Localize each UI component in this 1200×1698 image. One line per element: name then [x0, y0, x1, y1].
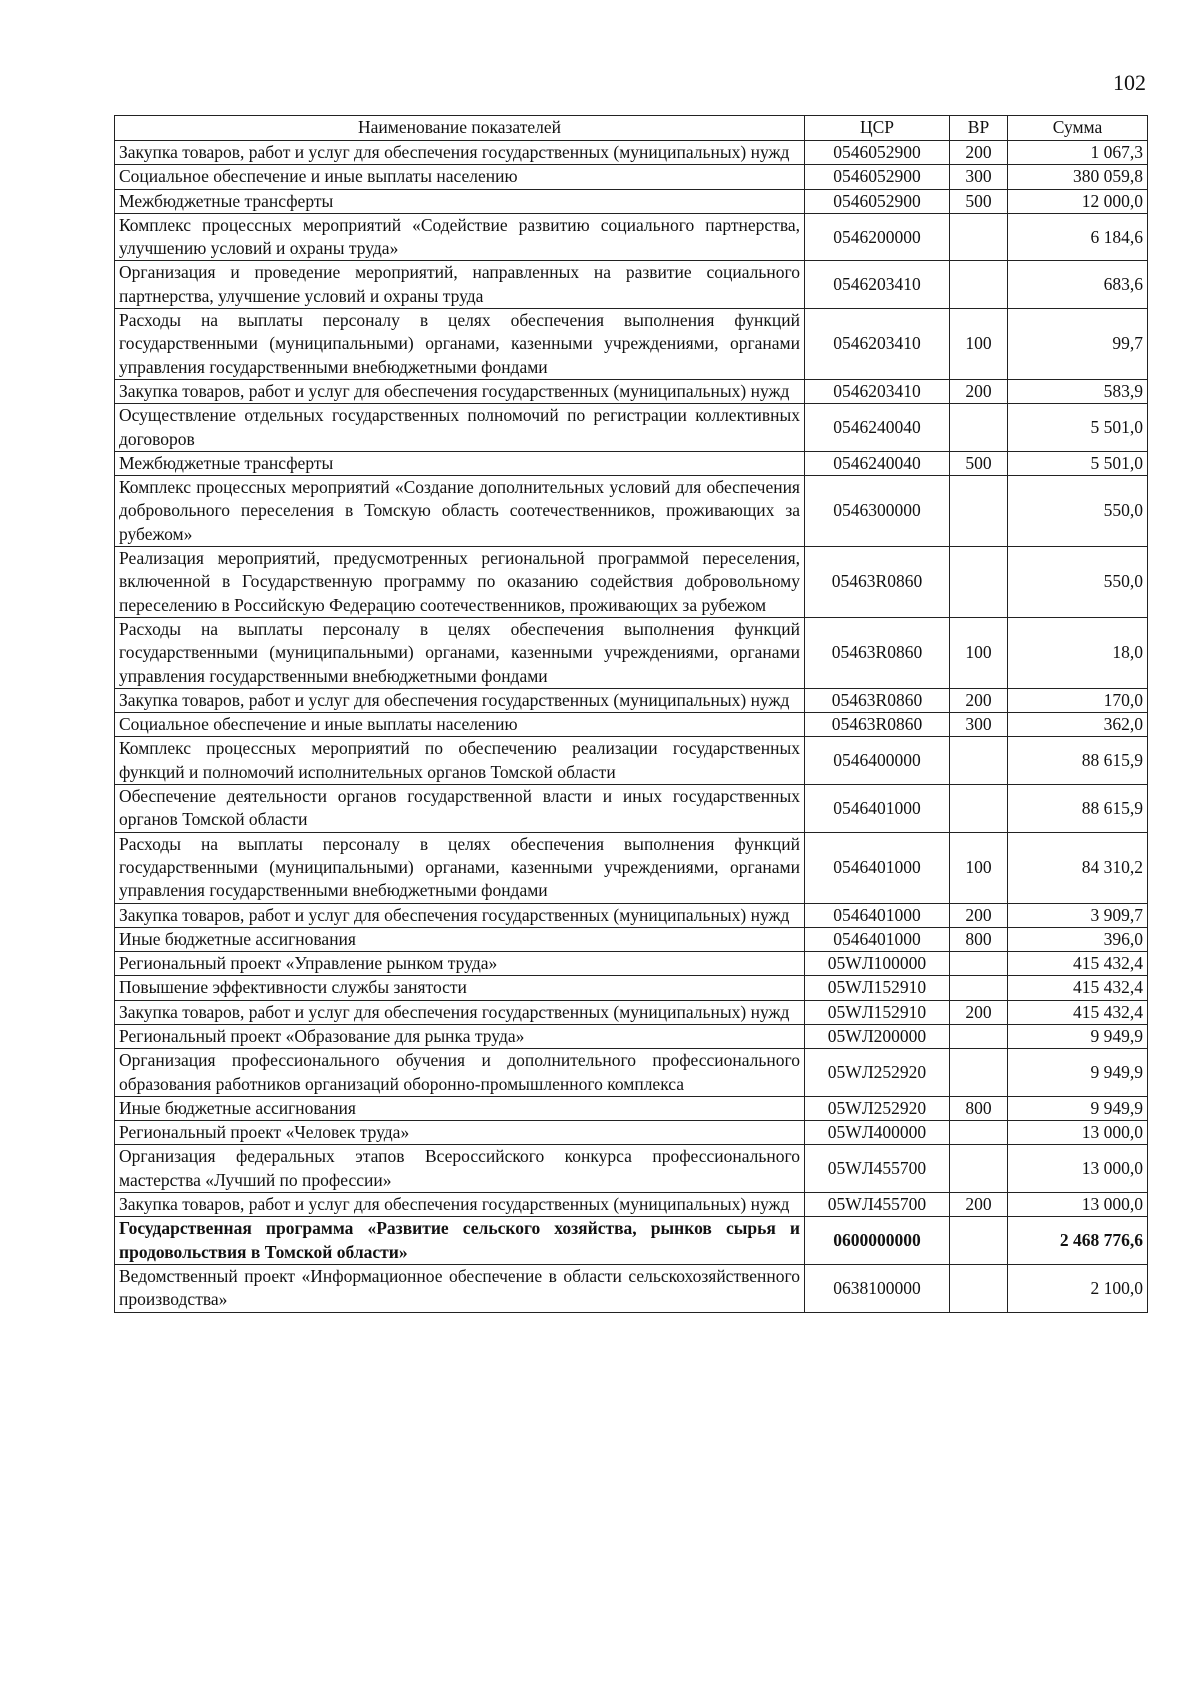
table-row — [115, 1145, 1148, 1193]
table-row — [115, 309, 1148, 380]
table-row — [115, 1264, 1148, 1312]
row-name-cell: Иные бюджетные ассигнования — [115, 1096, 805, 1120]
row-csr-cell: 0546401000 — [805, 927, 950, 951]
row-sum-cell: 88 615,9 — [1008, 737, 1148, 785]
row-vr-cell: 200 — [950, 379, 1008, 403]
row-sum-cell: 18,0 — [1008, 617, 1148, 688]
row-name-cell: Ведомственный проект «Информационное обеспечение в области сельскохозяйственного производства» — [115, 1264, 805, 1312]
table-row — [115, 547, 1148, 618]
row-vr-cell — [950, 952, 1008, 976]
row-csr-cell: 0546052900 — [805, 165, 950, 189]
row-vr-cell — [950, 1024, 1008, 1048]
table-row — [115, 617, 1148, 688]
row-name-cell: Региональный проект «Человек труда» — [115, 1121, 805, 1145]
row-sum-cell: 1 067,3 — [1008, 141, 1148, 165]
row-csr-cell: 0546203410 — [805, 309, 950, 380]
row-name-cell: Комплекс процессных мероприятий «Создание дополнительных условий для обеспечения добровольного переселения в Томскую область соотечественников, проживающих за рубежом» — [115, 476, 805, 547]
row-vr-cell: 800 — [950, 927, 1008, 951]
row-sum-cell: 2 100,0 — [1008, 1264, 1148, 1312]
row-csr-cell: 05WЛ152910 — [805, 1000, 950, 1024]
table-row — [115, 688, 1148, 712]
row-sum-cell: 415 432,4 — [1008, 1000, 1148, 1024]
row-sum-cell: 396,0 — [1008, 927, 1148, 951]
row-vr-cell — [950, 213, 1008, 261]
row-sum-cell: 9 949,9 — [1008, 1096, 1148, 1120]
row-sum-cell: 170,0 — [1008, 688, 1148, 712]
row-name-cell: Закупка товаров, работ и услуг для обеспечения государственных (муниципальных) нужд — [115, 688, 805, 712]
row-csr-cell: 0546300000 — [805, 476, 950, 547]
row-vr-cell — [950, 404, 1008, 452]
row-csr-cell: 0546240040 — [805, 404, 950, 452]
row-csr-cell: 05463R0860 — [805, 547, 950, 618]
table-row — [115, 213, 1148, 261]
row-vr-cell — [950, 1217, 1008, 1265]
row-vr-cell: 500 — [950, 451, 1008, 475]
row-name-cell: Иные бюджетные ассигнования — [115, 927, 805, 951]
row-csr-cell: 05WЛ455700 — [805, 1193, 950, 1217]
row-sum-cell: 13 000,0 — [1008, 1121, 1148, 1145]
row-name-cell: Государственная программа «Развитие сельского хозяйства, рынков сырья и продовольствия в Томской области» — [115, 1217, 805, 1265]
row-vr-cell — [950, 547, 1008, 618]
table-row — [115, 713, 1148, 737]
table-row — [115, 1217, 1148, 1265]
row-name-cell: Организация и проведение мероприятий, направленных на развитие социального партнерства, улучшение условий и охраны труда — [115, 261, 805, 309]
table-row — [115, 379, 1148, 403]
row-vr-cell: 200 — [950, 688, 1008, 712]
row-vr-cell — [950, 1049, 1008, 1097]
row-sum-cell: 362,0 — [1008, 713, 1148, 737]
row-csr-cell: 0546203410 — [805, 261, 950, 309]
table-row — [115, 141, 1148, 165]
table-row — [115, 189, 1148, 213]
row-csr-cell: 05463R0860 — [805, 617, 950, 688]
table-row — [115, 451, 1148, 475]
row-sum-cell: 415 432,4 — [1008, 976, 1148, 1000]
row-sum-cell: 583,9 — [1008, 379, 1148, 403]
row-name-cell: Закупка товаров, работ и услуг для обеспечения государственных (муниципальных) нужд — [115, 903, 805, 927]
row-csr-cell: 0546203410 — [805, 379, 950, 403]
row-sum-cell: 2 468 776,6 — [1008, 1217, 1148, 1265]
table-row — [115, 1193, 1148, 1217]
row-sum-cell: 5 501,0 — [1008, 404, 1148, 452]
row-name-cell: Закупка товаров, работ и услуг для обеспечения государственных (муниципальных) нужд — [115, 1000, 805, 1024]
row-sum-cell: 550,0 — [1008, 547, 1148, 618]
row-name-cell: Закупка товаров, работ и услуг для обеспечения государственных (муниципальных) нужд — [115, 379, 805, 403]
table-row — [115, 1121, 1148, 1145]
row-sum-cell: 5 501,0 — [1008, 451, 1148, 475]
row-name-cell: Комплекс процессных мероприятий по обеспечению реализации государственных функций и полномочий исполнительных органов Томской области — [115, 737, 805, 785]
row-name-cell: Социальное обеспечение и иные выплаты населению — [115, 713, 805, 737]
row-name-cell: Комплекс процессных мероприятий «Содействие развитию социального партнерства, улучшению условий и охраны труда» — [115, 213, 805, 261]
table-row — [115, 1096, 1148, 1120]
row-csr-cell: 0546400000 — [805, 737, 950, 785]
row-csr-cell: 05WЛ455700 — [805, 1145, 950, 1193]
row-vr-cell: 100 — [950, 832, 1008, 903]
row-name-cell: Межбюджетные трансферты — [115, 451, 805, 475]
row-sum-cell: 13 000,0 — [1008, 1145, 1148, 1193]
table-row — [115, 476, 1148, 547]
row-csr-cell: 0546052900 — [805, 141, 950, 165]
row-csr-cell: 0546401000 — [805, 832, 950, 903]
header-csr: ЦСР — [805, 116, 950, 141]
header-name: Наименование показателей — [115, 116, 805, 141]
row-csr-cell: 0546401000 — [805, 903, 950, 927]
row-csr-cell: 05WЛ200000 — [805, 1024, 950, 1048]
row-name-cell: Расходы на выплаты персоналу в целях обеспечения выполнения функций государственными (муниципальными) органами, казенными учреждениями, органами управления государственными внебюджетными фондами — [115, 617, 805, 688]
row-vr-cell: 200 — [950, 1000, 1008, 1024]
row-vr-cell: 500 — [950, 189, 1008, 213]
table-row — [115, 976, 1148, 1000]
budget-table — [114, 115, 1148, 1313]
row-vr-cell: 800 — [950, 1096, 1008, 1120]
row-csr-cell: 05463R0860 — [805, 688, 950, 712]
row-vr-cell: 300 — [950, 713, 1008, 737]
table-header-row — [115, 116, 1148, 141]
row-sum-cell: 550,0 — [1008, 476, 1148, 547]
row-csr-cell: 05WЛ100000 — [805, 952, 950, 976]
row-vr-cell — [950, 476, 1008, 547]
table-row — [115, 952, 1148, 976]
row-vr-cell — [950, 976, 1008, 1000]
page-number: 102 — [1113, 70, 1146, 95]
row-name-cell: Расходы на выплаты персоналу в целях обеспечения выполнения функций государственными (муниципальными) органами, казенными учреждениями, органами управления государственными внебюджетными фондами — [115, 309, 805, 380]
row-csr-cell: 05WЛ400000 — [805, 1121, 950, 1145]
row-vr-cell: 200 — [950, 141, 1008, 165]
row-csr-cell: 0600000000 — [805, 1217, 950, 1265]
row-name-cell: Организация профессионального обучения и дополнительного профессионального образования работников организаций оборонно-промышленного комплекса — [115, 1049, 805, 1097]
row-name-cell: Осуществление отдельных государственных полномочий по регистрации коллективных договоров — [115, 404, 805, 452]
row-sum-cell: 13 000,0 — [1008, 1193, 1148, 1217]
row-vr-cell: 100 — [950, 617, 1008, 688]
row-csr-cell: 0638100000 — [805, 1264, 950, 1312]
row-vr-cell: 200 — [950, 903, 1008, 927]
table-row — [115, 1049, 1148, 1097]
header-sum: Сумма — [1008, 116, 1148, 141]
row-vr-cell — [950, 1145, 1008, 1193]
table-row — [115, 1000, 1148, 1024]
row-csr-cell: 0546401000 — [805, 785, 950, 833]
row-sum-cell: 99,7 — [1008, 309, 1148, 380]
row-sum-cell: 415 432,4 — [1008, 952, 1148, 976]
row-name-cell: Реализация мероприятий, предусмотренных региональной программой переселения, включенной в Государственную программу по оказанию содействия добровольному переселению в Российскую Федерацию соотечественников, проживающих за рубежом — [115, 547, 805, 618]
row-vr-cell — [950, 785, 1008, 833]
row-name-cell: Организация федеральных этапов Всероссийского конкурса профессионального мастерства «Лучший по профессии» — [115, 1145, 805, 1193]
row-sum-cell: 9 949,9 — [1008, 1049, 1148, 1097]
row-csr-cell: 05WЛ252920 — [805, 1049, 950, 1097]
row-sum-cell: 84 310,2 — [1008, 832, 1148, 903]
row-sum-cell: 9 949,9 — [1008, 1024, 1148, 1048]
row-name-cell: Межбюджетные трансферты — [115, 189, 805, 213]
row-sum-cell: 6 184,6 — [1008, 213, 1148, 261]
row-sum-cell: 683,6 — [1008, 261, 1148, 309]
table-row — [115, 737, 1148, 785]
row-name-cell: Закупка товаров, работ и услуг для обеспечения государственных (муниципальных) нужд — [115, 141, 805, 165]
table-row — [115, 903, 1148, 927]
row-name-cell: Расходы на выплаты персоналу в целях обеспечения выполнения функций государственными (муниципальными) органами, казенными учреждениями, органами управления государственными внебюджетными фондами — [115, 832, 805, 903]
row-name-cell: Повышение эффективности службы занятости — [115, 976, 805, 1000]
table-body — [115, 141, 1148, 1313]
table-row — [115, 927, 1148, 951]
table-row — [115, 261, 1148, 309]
row-vr-cell: 200 — [950, 1193, 1008, 1217]
row-vr-cell — [950, 261, 1008, 309]
row-sum-cell: 88 615,9 — [1008, 785, 1148, 833]
row-name-cell: Закупка товаров, работ и услуг для обеспечения государственных (муниципальных) нужд — [115, 1193, 805, 1217]
row-sum-cell: 3 909,7 — [1008, 903, 1148, 927]
row-vr-cell — [950, 1264, 1008, 1312]
header-vr: ВР — [950, 116, 1008, 141]
row-csr-cell: 0546200000 — [805, 213, 950, 261]
row-name-cell: Региональный проект «Образование для рынка труда» — [115, 1024, 805, 1048]
row-vr-cell — [950, 1121, 1008, 1145]
row-vr-cell: 100 — [950, 309, 1008, 380]
row-csr-cell: 0546052900 — [805, 189, 950, 213]
row-sum-cell: 380 059,8 — [1008, 165, 1148, 189]
table-row — [115, 832, 1148, 903]
row-vr-cell: 300 — [950, 165, 1008, 189]
row-csr-cell: 0546240040 — [805, 451, 950, 475]
row-vr-cell — [950, 737, 1008, 785]
row-csr-cell: 05463R0860 — [805, 713, 950, 737]
row-csr-cell: 05WЛ152910 — [805, 976, 950, 1000]
row-sum-cell: 12 000,0 — [1008, 189, 1148, 213]
table-row — [115, 1024, 1148, 1048]
row-csr-cell: 05WЛ252920 — [805, 1096, 950, 1120]
table-row — [115, 785, 1148, 833]
table-row — [115, 165, 1148, 189]
row-name-cell: Региональный проект «Управление рынком труда» — [115, 952, 805, 976]
row-name-cell: Обеспечение деятельности органов государственной власти и иных государственных органов Томской области — [115, 785, 805, 833]
table-row — [115, 404, 1148, 452]
row-name-cell: Социальное обеспечение и иные выплаты населению — [115, 165, 805, 189]
